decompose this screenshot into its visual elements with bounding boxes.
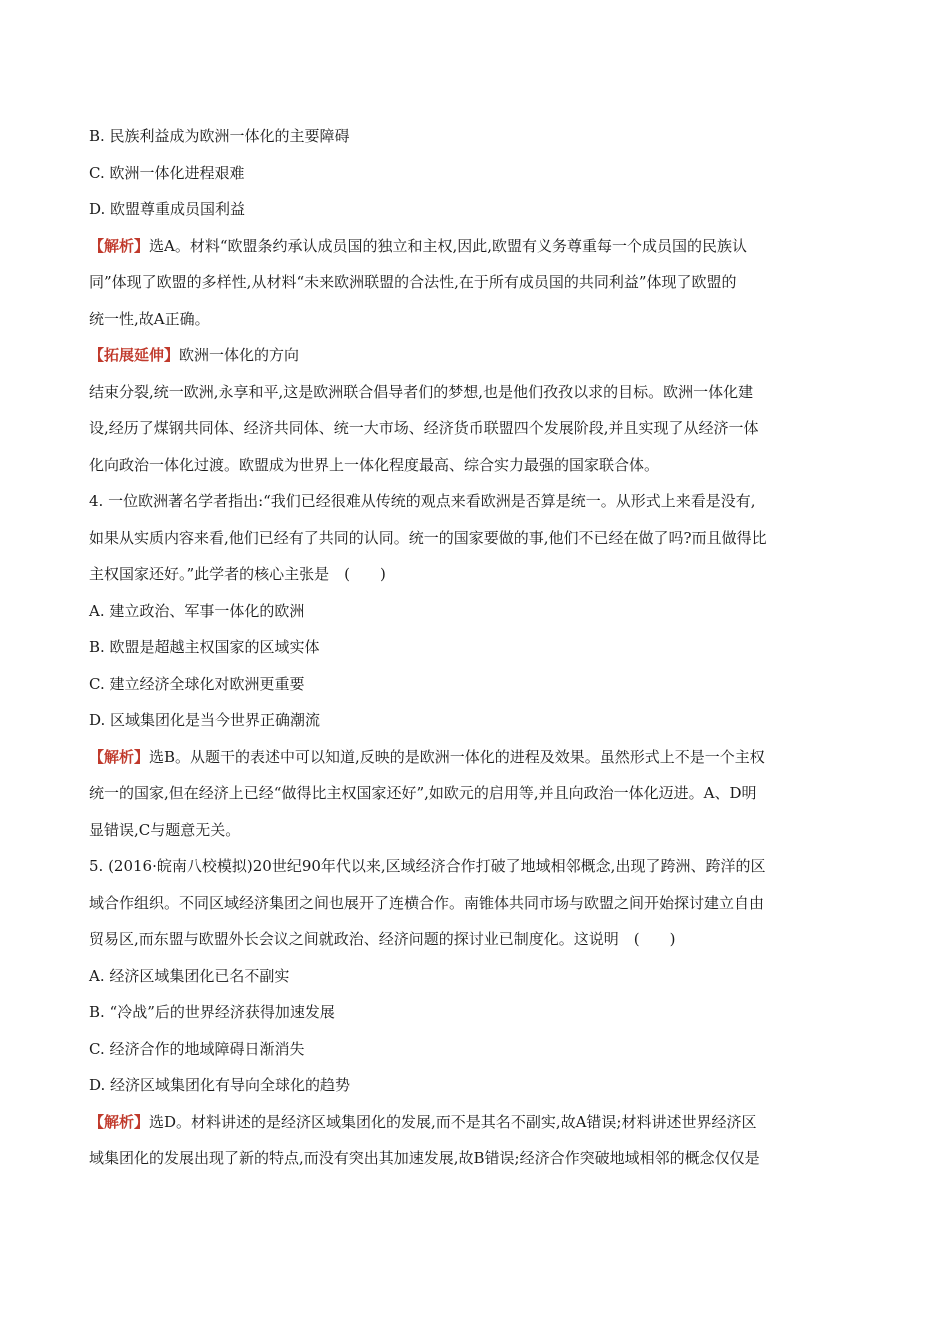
- text-line: 主权国家还好。”此学者的核心主张是 ( ): [89, 565, 386, 583]
- text-line: 显错误,C与题意无关。: [89, 820, 241, 839]
- tagged-line: [89, 1104, 864, 1141]
- section-tag: 【拓展延伸】: [89, 346, 180, 364]
- text-line: A. 经济区域集团化已名不副实: [89, 966, 290, 985]
- text-line: 域集团化的发展出现了新的特点,而没有突出其加速发展,故B错误;经济合作突破地域相邻的概念仅仅是: [89, 1149, 760, 1167]
- text-line: B. 欧盟是超越主权国家的区域实体: [89, 638, 320, 656]
- text-line: C. 建立经济全球化对欧洲更重要: [89, 674, 305, 693]
- text-line: 贸易区,而东盟与欧盟外长会议之间就政治、经济问题的探讨业已制度化。这说明 ( ): [89, 930, 676, 948]
- text-line: D. 经济区域集团化有导向全球化的趋势: [89, 1076, 351, 1094]
- text-line: A. 建立政治、军事一体化的欧洲: [89, 601, 305, 620]
- text-line: 统一的国家,但在经济上已经“做得比主权国家还好”,如欧元的启用等,并且向政治一体化迈进。A、D明: [89, 784, 757, 802]
- text-line: C. 经济合作的地域障碍日渐消失: [89, 1039, 305, 1058]
- section-tag: 【解析】: [89, 747, 150, 766]
- text-line: 结束分裂,统一欧洲,永享和平,这是欧洲联合倡导者们的梦想,也是他们孜孜以求的目标。欧洲一体化建: [89, 382, 754, 401]
- document-page: [89, 118, 864, 1177]
- text-line: 域合作组织。不同区域经济集团之间也展开了连横合作。南锥体共同市场与欧盟之间开始探讨建立自由: [89, 893, 765, 912]
- tagged-line: [89, 228, 864, 265]
- text-line: D. 欧盟尊重成员国利益: [89, 200, 246, 218]
- tag-body-text: 欧洲一体化的方向: [179, 346, 300, 364]
- text-line: C. 欧洲一体化进程艰难: [89, 163, 245, 182]
- tagged-line: [89, 739, 864, 776]
- text-line: 化向政治一体化过渡。欧盟成为世界上一体化程度最高、综合实力最强的国家联合体。: [89, 455, 660, 474]
- text-line: 5. (2016·皖南八校模拟)20世纪90年代以来,区域经济合作打破了地域相邻概念,出现了跨洲、跨洋的区: [89, 857, 766, 875]
- text-line: B. “冷战”后的世界经济获得加速发展: [89, 1003, 335, 1021]
- text-line: B. 民族利益成为欧洲一体化的主要障碍: [89, 127, 350, 145]
- text-line: 设,经历了煤钢共同体、经济共同体、统一大市场、经济货币联盟四个发展阶段,并且实现了从经济一体: [89, 419, 759, 437]
- tagged-line: [89, 337, 864, 374]
- text-line: 同”体现了欧盟的多样性,从材料“未来欧洲联盟的合法性,在于所有成员国的共同利益”体现了欧盟的: [89, 273, 737, 291]
- text-line: 如果从实质内容来看,他们已经有了共同的认同。统一的国家要做的事,他们不已经在做了吗?而且做得比: [89, 528, 767, 547]
- text-line: 4. 一位欧洲著名学者指出:“我们已经很难从传统的观点来看欧洲是否算是统一。从形式上来看是没有,: [89, 492, 756, 510]
- tag-body-text: 选D。材料讲述的是经济区域集团化的发展,而不是其名不副实,故A错误;材料讲述世界经济区: [149, 1112, 757, 1131]
- section-tag: 【解析】: [89, 1112, 150, 1131]
- tag-body-text: 选A。材料“欧盟条约承认成员国的独立和主权,因此,欧盟有义务尊重每一个成员国的民族认: [149, 236, 748, 255]
- tag-body-text: 选B。从题干的表述中可以知道,反映的是欧洲一体化的进程及效果。虽然形式上不是一个主权: [149, 747, 765, 766]
- text-line: 统一性,故A正确。: [89, 309, 210, 328]
- text-line: D. 区域集团化是当今世界正确潮流: [89, 711, 321, 729]
- section-tag: 【解析】: [89, 236, 150, 255]
